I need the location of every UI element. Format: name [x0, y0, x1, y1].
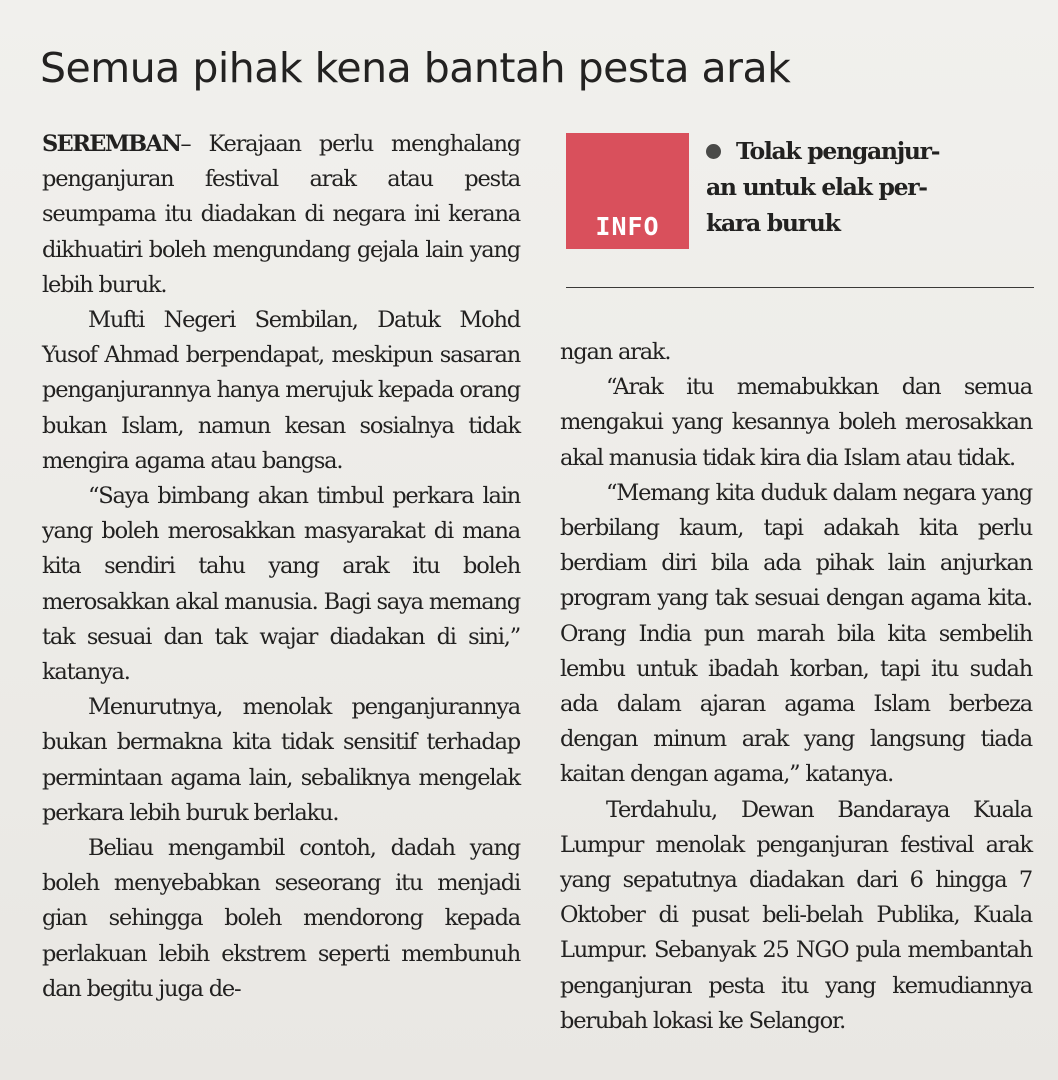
article-paragraph-3: “Saya bimbang akan timbul perkara lain yang boleh merosakkan masyarakat di mana kita sendiri tahu yang arak itu boleh merosakkan akal manusia. Bagi saya memang tak sesuai dan tak wajar diadakan di sini,” katanya.	[42, 483, 520, 686]
divider-rule	[566, 287, 1034, 288]
info-highlight	[706, 133, 1016, 241]
article-left-column	[42, 127, 520, 1007]
article-paragraph-2: Mufti Negeri Sembilan, Datuk Mohd Yusof Ahmad berpendapat, meskipun sasaran penganjurannya hanya merujuk kepada orang bukan Islam, namun kesan sosialnya tidak mengira agama atau bangsa.	[42, 307, 520, 474]
paragraph-text: – Kerajaan perlu menghalang penganjuran festival arak atau pesta seumpama itu diadakan di negara ini kerana dikhuatiri boleh mengundang gejala lain yang lebih buruk.	[42, 131, 520, 298]
article-paragraph-4: Menurutnya, menolak penganjurannya bukan bermakna kita tidak sensitif terhadap permintaan agama lain, sebaliknya mengelak perkara lebih buruk berlaku.	[42, 694, 520, 826]
dateline: SEREMBAN	[42, 131, 181, 157]
headline: Semua pihak kena bantah pesta arak	[40, 44, 791, 92]
info-highlight-line: kara buruk	[706, 209, 840, 237]
article-paragraph-7: “Arak itu memabukkan dan semua mengakui yang kesannya boleh merosakkan akal manusia tidak kira dia Islam atau tidak.	[560, 374, 1032, 471]
info-highlight-line: an untuk elak per-	[706, 173, 927, 201]
article-right-column	[560, 335, 1032, 1039]
article-paragraph-6: ngan arak.	[560, 339, 671, 365]
article-paragraph-5: Beliau mengambil contoh, dadah yang boleh menyebabkan seseorang itu menjadi gian sehingga boleh mendorong kepada perlakuan lebih ekstrem seperti membunuh dan begitu juga de-	[42, 835, 520, 1002]
info-label: INFO	[595, 212, 660, 241]
article-paragraph-8: “Memang kita duduk dalam negara yang berbilang kaum, tapi adakah kita perlu berdiam diri bila ada pihak lain anjurkan program yang tak sesuai dengan agama kita. Orang India pun marah bila kita sembelih lembu untuk ibadah korban, tapi itu sudah ada dalam ajaran agama Islam berbeza dengan minum arak yang langsung tiada kaitan dengan agama,” katanya.	[560, 479, 1032, 788]
info-highlight-line: Tolak penganjur-	[736, 137, 940, 165]
article-paragraph-9: Terdahulu, Dewan Bandaraya Kuala Lumpur menolak penganjuran festival arak yang sepatutnya diadakan dari 6 hingga 7 Oktober di pusat beli-belah Publika, Kuala Lumpur. Sebanyak 25 NGO pula membantah penganjuran pesta itu yang kemudiannya berubah lokasi ke Selangor.	[560, 796, 1032, 1034]
article-paragraph-1	[42, 127, 520, 303]
info-box	[566, 133, 689, 249]
